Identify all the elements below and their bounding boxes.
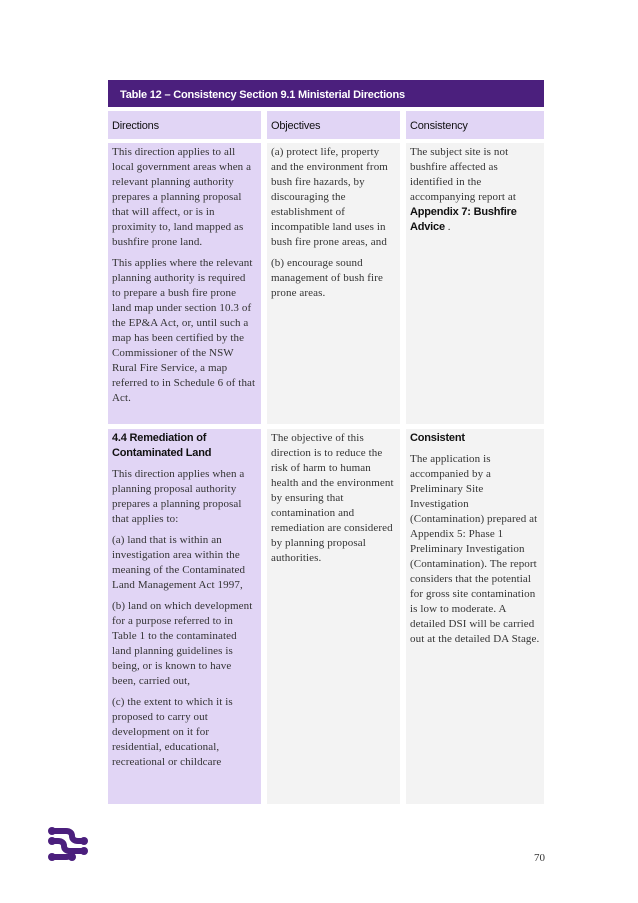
row2-consistency-heading: Consistent: [410, 432, 465, 444]
row1-objectives-para2: (b) encourage sound management of bush fire prone areas.: [271, 257, 383, 299]
row1-consistency-cell: [406, 143, 544, 424]
row2-directions-para1: This direction applies when a planning proposal authority prepares a planning proposal that applies to:: [112, 468, 245, 525]
row1-directions-para1: This direction applies to all local government areas when a relevant planning authority prepares a planning proposal that will affect, or is in proximity to, land mapped as bushfire prone land.: [112, 146, 252, 248]
brand-logo-icon: [46, 825, 90, 863]
row2-consistency-cell: [406, 429, 544, 804]
row1-directions-cell: [108, 143, 261, 424]
row2-directions-cell: [108, 429, 261, 804]
header-consistency: Consistency: [406, 111, 544, 139]
row2-directions-para2: (a) land that is within an investigation area within the meaning of the Contaminated Land Management Act 1997,: [112, 534, 246, 591]
consistency-table: [108, 80, 544, 804]
table-grid: [108, 111, 544, 804]
row2-directions-para3: (b) land on which development for a purpose referred to in Table 1 to the contaminated land planning guidelines is being, or is known to have been, carried out,: [112, 600, 253, 687]
row1-consistency-text: The subject site is not bushfire affected as identified in the accompanying report at: [410, 146, 517, 203]
row2-directions-para4: (c) the extent to which it is proposed to carry out development on it for residential, educational, recreational or childcare: [112, 696, 233, 768]
header-objectives: Objectives: [267, 111, 400, 139]
row2-objectives-para1: The objective of this direction is to reduce the risk of harm to human health and the environment by ensuring that contamination and remediation are considered by planning proposal authorities.: [271, 432, 394, 564]
header-directions: Directions: [108, 111, 261, 139]
row2-directions-heading: 4.4 Remediation of Contaminated Land: [112, 432, 212, 459]
appendix-7-reference: Appendix 7: Bushfire Advice: [410, 206, 517, 233]
row1-objectives-para1: (a) protect life, property and the environment from bush fire hazards, by discouraging the establishment of incompatible land uses in bush fire prone areas, and: [271, 146, 388, 248]
row2-objectives-cell: [267, 429, 400, 804]
row2-consistency-para1: The application is accompanied by a Preliminary Site Investigation (Contamination) prepared at Appendix 5: Phase 1 Preliminary Investigation (Contamination). The report considers that the potential for gross site contamination is low to moderate. A detailed DSI will be carried out at the detailed DA Stage.: [410, 453, 540, 645]
page-number: 70: [534, 852, 545, 864]
row1-consistency-tail: .: [447, 221, 451, 233]
row1-consistency-para: [410, 145, 540, 235]
row1-directions-para2: This applies where the relevant planning authority is required to prepare a bush fire prone land map under section 10.3 of the EP&A Act, or, until such a map has been certified by the Commissioner of the NSW Rural Fire Service, a map referred to in Schedule 6 of that Act.: [112, 257, 256, 404]
row1-objectives-cell: [267, 143, 400, 424]
table-title: Table 12 – Consistency Section 9.1 Ministerial Directions: [108, 80, 544, 107]
